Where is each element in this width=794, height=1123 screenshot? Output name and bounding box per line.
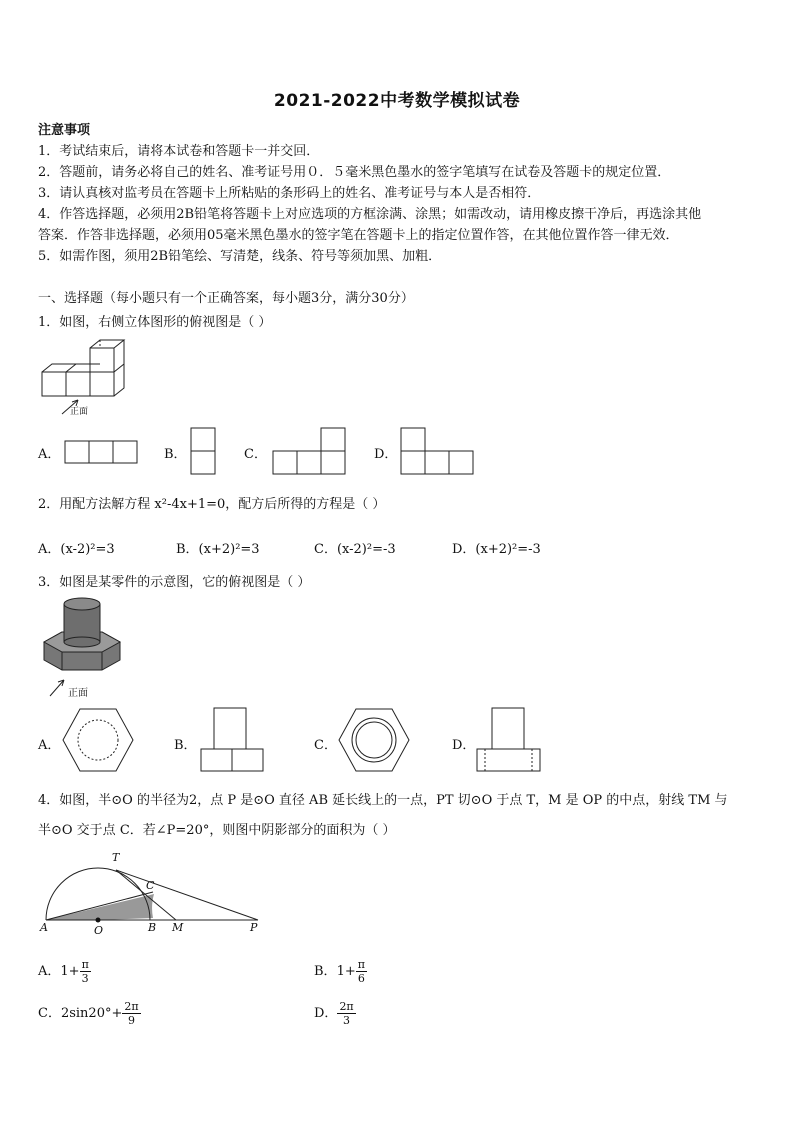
q2-option-d: D．(x+2)²=-3 xyxy=(452,542,541,557)
q3-option-d-figure xyxy=(476,707,542,773)
label-c: C xyxy=(146,879,155,892)
q1-option-a-label: A． xyxy=(38,447,61,462)
q4-option-c-prefix: 2sin20°+ xyxy=(60,1006,123,1021)
question-2-stem: 2．用配方法解方程 x²-4x+1=0，配方后所得的方程是（ ） xyxy=(38,497,386,512)
q4-option-d xyxy=(314,1000,356,1027)
q1-option-b-label: B． xyxy=(164,447,187,462)
q3-option-b-label: B． xyxy=(174,738,197,753)
q4-option-a xyxy=(38,958,91,985)
label-o: O xyxy=(94,924,104,937)
notice-item: 4．作答选择题，必须用2B铅笔将答题卡上对应选项的方框涂满、涂黑；如需改动，请用橡皮擦干净后，再选涂其他 xyxy=(38,207,702,222)
notice-item: 2．答题前，请务必将自己的姓名、准考证号用０．５毫米黑色墨水的签字笔填写在试卷及答题卡的规定位置． xyxy=(38,165,671,180)
q3-option-a-label: A． xyxy=(38,738,61,753)
q3-option-b-figure xyxy=(200,707,264,773)
label-a: A xyxy=(40,921,48,934)
q4-option-c xyxy=(38,1000,141,1027)
q4-option-b-fraction xyxy=(356,958,367,985)
fraction-denominator: 3 xyxy=(343,1014,351,1027)
fraction-denominator: 6 xyxy=(357,972,365,985)
q3-option-d-label: D． xyxy=(452,738,476,753)
fraction-numerator: 2π xyxy=(124,1000,139,1013)
q1-option-a-figure xyxy=(64,440,138,464)
question-3-stem: 3．如图是某零件的示意图，它的俯视图是（ ） xyxy=(38,575,311,590)
label-m: M xyxy=(172,921,184,934)
q4-option-b xyxy=(314,958,367,985)
q4-option-b-label: B． xyxy=(314,964,337,979)
label-b: B xyxy=(148,921,157,934)
q4-option-c-label: C． xyxy=(38,1006,61,1021)
q4-option-d-label: D． xyxy=(314,1006,338,1021)
q2-option-c: C．(x-2)²=-3 xyxy=(314,542,396,557)
question-4-stem-line2: 半⊙O 交于点 C．若∠P=20°，则图中阴影部分的面积为（ ） xyxy=(38,823,396,838)
q4-option-a-fraction xyxy=(80,958,91,985)
fraction-numerator: 2π xyxy=(339,1000,354,1013)
q3-option-c-label: C． xyxy=(314,738,337,753)
q3-front-label: 正面 xyxy=(68,688,88,699)
q1-option-c-label: C． xyxy=(244,447,267,462)
q4-option-a-label: A． xyxy=(38,964,61,979)
fraction-denominator: 3 xyxy=(81,972,89,985)
q2-option-a: A．(x-2)²=3 xyxy=(38,542,115,557)
q3-option-a-figure xyxy=(62,707,134,773)
label-t: T xyxy=(112,851,120,864)
q2-option-b: B．(x+2)²=3 xyxy=(176,542,260,557)
q4-option-d-fraction xyxy=(337,1000,355,1027)
q1-option-d-label: D． xyxy=(374,447,398,462)
fraction-denominator: 9 xyxy=(127,1014,135,1027)
notice-item: 答案．作答非选择题，必须用05毫米黑色墨水的签字笔在答题卡上的指定位置作答，在其他位置作答一律无效． xyxy=(38,228,679,243)
q3-option-c-figure xyxy=(338,707,410,773)
label-p: P xyxy=(250,921,258,934)
q1-option-d-figure xyxy=(400,427,476,475)
q1-front-label: 正面 xyxy=(70,407,89,417)
q1-option-c-figure xyxy=(272,427,348,475)
section-heading: 一、选择题（每小题只有一个正确答案，每小题3分，满分30分） xyxy=(38,291,414,306)
fraction-numerator: π xyxy=(357,958,365,971)
q4-option-a-prefix: 1+ xyxy=(60,964,80,979)
q1-option-b-figure xyxy=(190,427,216,475)
notice-item: 1．考试结束后，请将本试卷和答题卡一并交回． xyxy=(38,144,320,159)
question-1-stem: 1．如图，右侧立体图形的俯视图是（ ） xyxy=(38,315,272,330)
page-title: 2021-2022中考数学模拟试卷 xyxy=(273,91,521,111)
question-4-stem-line1: 4．如图，半⊙O 的半径为2，点 P 是⊙O 直径 AB 延长线上的一点，PT 切⊙O 于点 T，M 是 OP 的中点，射线 TM 与 xyxy=(38,793,728,808)
q4-option-c-fraction xyxy=(122,1000,140,1027)
q4-option-b-prefix: 1+ xyxy=(336,964,356,979)
fraction-numerator: π xyxy=(81,958,89,971)
notice-item: 3．请认真核对监考员在答题卡上所粘贴的条形码上的姓名、准考证号与本人是否相符． xyxy=(38,186,541,201)
notice-item: 5．如需作图，须用2B铅笔绘、写清楚，线条、符号等须加黑、加粗． xyxy=(38,249,442,264)
notice-heading: 注意事项 xyxy=(38,123,91,138)
